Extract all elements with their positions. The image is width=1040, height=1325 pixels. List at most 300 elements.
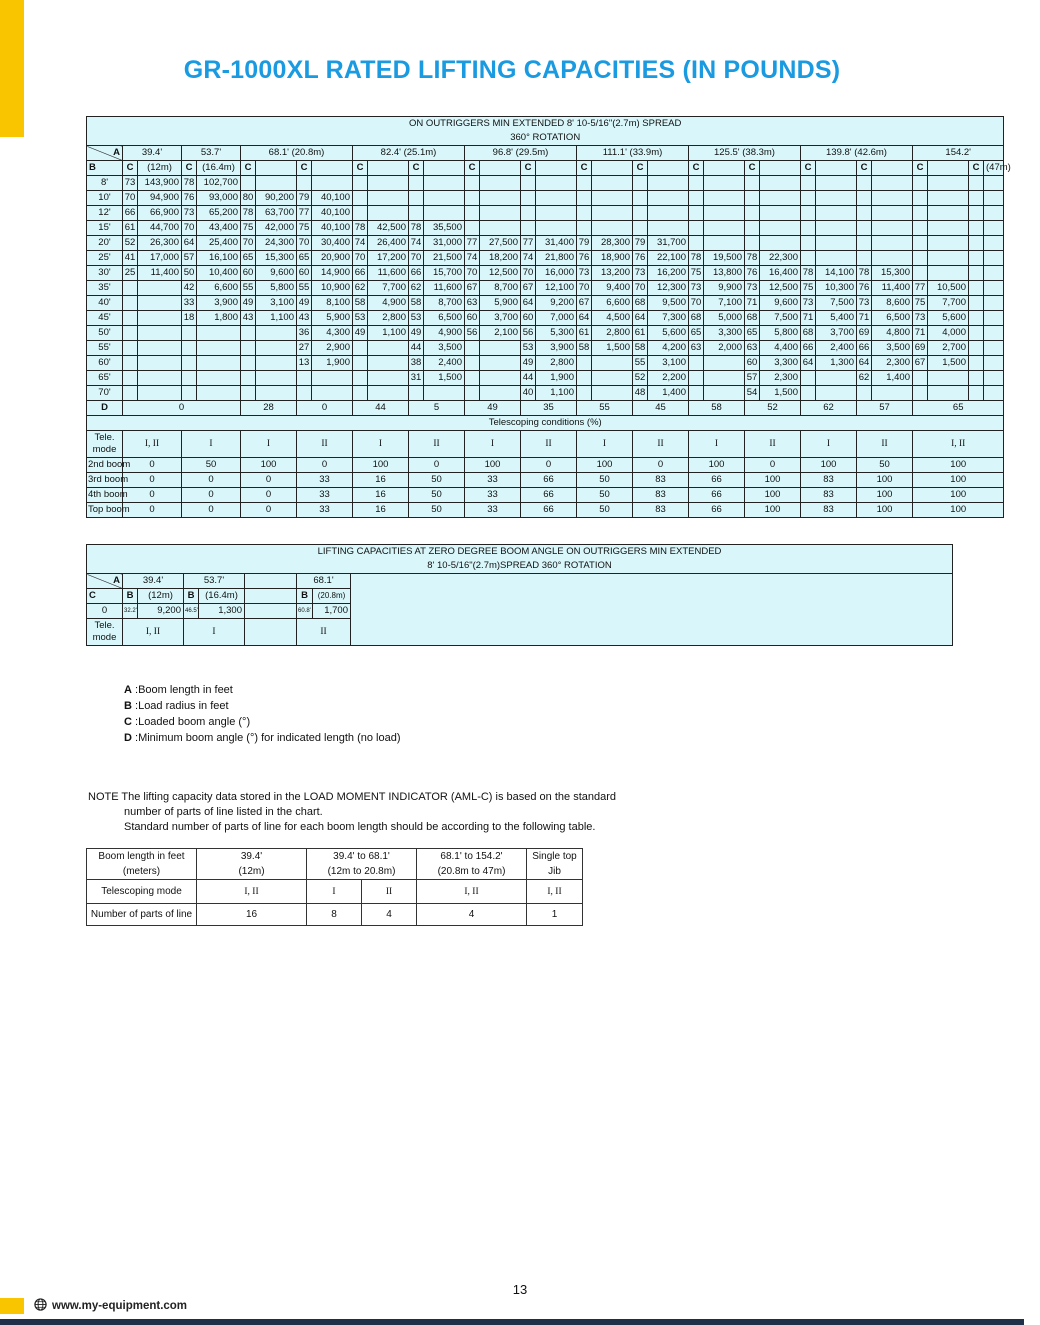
- boom-angle-cell: 25: [123, 266, 138, 281]
- boom-angle-cell: [913, 206, 928, 221]
- zero-radius-1: 32.2': [123, 604, 138, 619]
- capacity-cell: 3,900: [536, 341, 577, 356]
- boom-angle-cell: 55: [241, 281, 256, 296]
- boom-section-row: [87, 488, 1004, 503]
- boom-angle-cell: [241, 356, 256, 371]
- min-angle-cell: 49: [465, 401, 521, 416]
- boom-angle-cell: [913, 191, 928, 206]
- boom-angle-cell: [521, 206, 536, 221]
- boom-length-header: 68.1' (20.8m): [241, 146, 353, 161]
- table-header-line1: ON OUTRIGGERS MIN EXTENDED 8' 10-5/16"(2.7m) SPREAD: [87, 117, 1004, 132]
- radius-cell: 25': [87, 251, 123, 266]
- capacity-cell: [536, 206, 577, 221]
- capacity-cell: [704, 371, 745, 386]
- boom-angle-cell: [577, 206, 592, 221]
- capacity-cell: [424, 191, 465, 206]
- boom-angle-cell: [241, 326, 256, 341]
- boom-angle-cell: [241, 176, 256, 191]
- capacity-cell: [984, 356, 1004, 371]
- c-label: C: [241, 161, 256, 176]
- boom-angle-cell: 58: [633, 341, 648, 356]
- boom-angle-cell: [689, 356, 704, 371]
- capacity-row: [87, 191, 1004, 206]
- boom-angle-cell: [689, 206, 704, 221]
- capacity-cell: 16,100: [197, 251, 241, 266]
- capacity-cell: [984, 266, 1004, 281]
- capacity-cell: [648, 206, 689, 221]
- min-angle-cell: 0: [123, 401, 241, 416]
- zero-spacer: [245, 604, 297, 619]
- boom-angle-cell: 54: [745, 386, 760, 401]
- capacity-cell: [704, 191, 745, 206]
- boom-angle-cell: 76: [745, 266, 760, 281]
- page-title: GR-1000XL RATED LIFTING CAPACITIES (IN POUNDS): [183, 56, 841, 84]
- boom-angle-cell: 65: [689, 326, 704, 341]
- boom-angle-cell: [123, 311, 138, 326]
- capacity-cell: 27,500: [480, 236, 521, 251]
- radius-cell: 45': [87, 311, 123, 326]
- capacity-cell: [480, 206, 521, 221]
- boom-angle-cell: [409, 206, 424, 221]
- boom-angle-cell: 33: [182, 296, 197, 311]
- boom-angle-cell: 52: [633, 371, 648, 386]
- legend-item-c: C :Loaded boom angle (°): [124, 716, 251, 728]
- boom-angle-cell: 36: [297, 326, 312, 341]
- tele-mode-cell: I: [241, 431, 297, 458]
- c-label: C: [182, 161, 197, 176]
- capacity-row: [87, 251, 1004, 266]
- capacity-cell: 17,200: [368, 251, 409, 266]
- boom-percent-cell: 0: [182, 488, 241, 503]
- boom-angle-cell: [241, 371, 256, 386]
- boom-percent-cell: 16: [353, 488, 409, 503]
- boom-percent-cell: 50: [182, 458, 241, 473]
- footer-url-text: www.my-equipment.com: [52, 1300, 188, 1312]
- boom-angle-cell: [969, 371, 984, 386]
- boom-angle-cell: 66: [353, 266, 368, 281]
- capacity-cell: 10,400: [197, 266, 241, 281]
- boom-percent-cell: 83: [801, 473, 857, 488]
- capacity-cell: 19,500: [704, 251, 745, 266]
- boom-angle-cell: 60: [241, 266, 256, 281]
- capacity-cell: 1,100: [368, 326, 409, 341]
- boom-angle-cell: [857, 236, 872, 251]
- capacity-row: [87, 266, 1004, 281]
- boom-percent-cell: 83: [633, 488, 689, 503]
- capacity-cell: 21,800: [536, 251, 577, 266]
- capacity-cell: [816, 221, 857, 236]
- capacity-cell: 2,100: [480, 326, 521, 341]
- boom-angle-cell: [465, 356, 480, 371]
- boom-angle-cell: [182, 326, 197, 341]
- c-label: C: [465, 161, 480, 176]
- capacity-row: [87, 176, 1004, 191]
- capacity-cell: 15,300: [256, 251, 297, 266]
- capacity-cell: [928, 266, 969, 281]
- radius-cell: 60': [87, 356, 123, 371]
- boom-angle-cell: [353, 191, 368, 206]
- capacity-cell: 26,400: [368, 236, 409, 251]
- boom-angle-cell: 70: [465, 266, 480, 281]
- capacity-cell: [816, 251, 857, 266]
- boom-angle-cell: [465, 221, 480, 236]
- capacity-cell: [256, 386, 297, 401]
- capacity-cell: [480, 386, 521, 401]
- boom-angle-cell: 68: [689, 311, 704, 326]
- boom-angle-cell: 74: [409, 236, 424, 251]
- boom-angle-cell: 40: [521, 386, 536, 401]
- boom-angle-cell: 75: [689, 266, 704, 281]
- boom-percent-cell: 33: [465, 503, 521, 518]
- empty-cell: [648, 161, 689, 176]
- tele-mode-cell: I, II: [913, 431, 1004, 458]
- boom-angle-cell: [745, 191, 760, 206]
- boom-angle-cell: 73: [689, 281, 704, 296]
- boom-angle-cell: 77: [913, 281, 928, 296]
- empty-cell: [816, 161, 857, 176]
- boom-angle-cell: 65: [297, 251, 312, 266]
- boom-percent-cell: 50: [577, 503, 633, 518]
- boom-angle-cell: 74: [521, 251, 536, 266]
- boom-angle-cell: 57: [745, 371, 760, 386]
- boom-angle-cell: 69: [857, 326, 872, 341]
- capacity-cell: 7,100: [704, 296, 745, 311]
- boom-angle-cell: [969, 251, 984, 266]
- boom-percent-cell: 100: [241, 458, 297, 473]
- boom-angle-cell: 44: [409, 341, 424, 356]
- boom-angle-cell: [857, 176, 872, 191]
- boom-angle-cell: [969, 326, 984, 341]
- capacity-cell: [984, 251, 1004, 266]
- capacity-cell: [816, 191, 857, 206]
- capacity-cell: [480, 371, 521, 386]
- capacity-cell: [256, 341, 297, 356]
- d-label: D: [87, 401, 123, 416]
- boom-length-header: 125.5' (38.3m): [689, 146, 801, 161]
- boom-percent-cell: 100: [745, 473, 801, 488]
- zero-capacity-3: 1,700: [313, 604, 351, 619]
- zero-metric-1: (12m): [138, 589, 184, 604]
- capacity-cell: [197, 386, 241, 401]
- boom-angle-cell: 74: [353, 236, 368, 251]
- min-angle-cell: 62: [801, 401, 857, 416]
- capacity-cell: [592, 206, 633, 221]
- boom-angle-cell: [689, 176, 704, 191]
- capacity-cell: [984, 281, 1004, 296]
- capacity-cell: 7,500: [760, 311, 801, 326]
- boom-percent-cell: 33: [465, 473, 521, 488]
- zero-tele-label: Tele. mode: [87, 619, 123, 646]
- boom-angle-cell: [857, 386, 872, 401]
- note-line-3: Standard number of parts of line for each boom length should be according to the following table.: [124, 821, 596, 833]
- boom-angle-cell: [465, 206, 480, 221]
- capacity-cell: [984, 371, 1004, 386]
- boom-angle-cell: 70: [123, 191, 138, 206]
- boom-angle-cell: [745, 176, 760, 191]
- boom-percent-cell: 0: [182, 473, 241, 488]
- capacity-cell: 16,400: [760, 266, 801, 281]
- capacity-cell: [197, 371, 241, 386]
- boom-angle-cell: 58: [353, 296, 368, 311]
- capacity-cell: 94,900: [138, 191, 182, 206]
- boom-angle-cell: [577, 221, 592, 236]
- boom-angle-cell: [123, 386, 138, 401]
- parts-count-value: 16: [197, 904, 307, 926]
- capacity-cell: 18,200: [480, 251, 521, 266]
- boom-section-row: [87, 473, 1004, 488]
- capacity-cell: [872, 191, 913, 206]
- capacity-cell: [536, 191, 577, 206]
- boom-angle-cell: 77: [297, 206, 312, 221]
- boom-angle-cell: [465, 386, 480, 401]
- boom-angle-cell: [182, 341, 197, 356]
- boom-angle-cell: [857, 251, 872, 266]
- capacity-cell: 5,800: [256, 281, 297, 296]
- capacity-cell: 2,000: [704, 341, 745, 356]
- capacity-cell: [984, 176, 1004, 191]
- capacity-cell: [984, 311, 1004, 326]
- capacity-cell: 3,100: [256, 296, 297, 311]
- boom-angle-cell: [353, 176, 368, 191]
- capacity-cell: [480, 191, 521, 206]
- capacity-cell: [138, 281, 182, 296]
- capacity-row: [87, 311, 1004, 326]
- capacity-cell: 7,700: [928, 296, 969, 311]
- min-angle-cell: 5: [409, 401, 465, 416]
- boom-angle-cell: 74: [465, 251, 480, 266]
- capacity-cell: 3,700: [480, 311, 521, 326]
- capacity-row: [87, 341, 1004, 356]
- boom-angle-cell: [913, 221, 928, 236]
- boom-percent-cell: 0: [123, 458, 182, 473]
- boom-length-header: 39.4': [123, 146, 182, 161]
- capacity-cell: [424, 386, 465, 401]
- capacity-cell: [872, 236, 913, 251]
- capacity-cell: [256, 356, 297, 371]
- parts-tele-value: II: [362, 880, 417, 904]
- capacity-cell: 9,200: [536, 296, 577, 311]
- footer-link[interactable]: [34, 1298, 187, 1314]
- boom-percent-cell: 83: [633, 503, 689, 518]
- min-angle-cell: 58: [689, 401, 745, 416]
- boom-percent-cell: 66: [689, 473, 745, 488]
- metric-label: (16.4m): [197, 161, 241, 176]
- capacity-cell: 5,900: [480, 296, 521, 311]
- boom-angle-cell: [465, 341, 480, 356]
- capacity-cell: [368, 341, 409, 356]
- boom-length-header: 82.4' (25.1m): [353, 146, 465, 161]
- boom-angle-cell: [353, 371, 368, 386]
- capacity-cell: 1,800: [197, 311, 241, 326]
- min-angle-cell: 57: [857, 401, 913, 416]
- capacity-cell: 6,600: [197, 281, 241, 296]
- note: [88, 790, 616, 835]
- boom-angle-cell: [745, 236, 760, 251]
- capacity-cell: [536, 176, 577, 191]
- boom-percent-cell: 66: [521, 503, 577, 518]
- header-row: [87, 131, 1004, 146]
- boom-percent-cell: 16: [353, 503, 409, 518]
- boom-angle-cell: 78: [689, 251, 704, 266]
- boom-angle-cell: [857, 191, 872, 206]
- capacity-cell: [648, 191, 689, 206]
- capacity-cell: [368, 386, 409, 401]
- capacity-cell: 4,800: [872, 326, 913, 341]
- capacity-cell: [704, 356, 745, 371]
- capacity-cell: [872, 176, 913, 191]
- zero-capacity-1: 9,200: [138, 604, 184, 619]
- boom-angle-cell: 70: [521, 266, 536, 281]
- capacity-cell: 10,900: [312, 281, 353, 296]
- boom-angle-cell: 78: [182, 176, 197, 191]
- radius-cell: 65': [87, 371, 123, 386]
- boom-angle-cell: [465, 371, 480, 386]
- boom-angle-cell: [521, 191, 536, 206]
- col-a-label: A: [87, 146, 123, 161]
- boom-angle-cell: [123, 326, 138, 341]
- capacity-cell: [138, 386, 182, 401]
- min-angle-row: [87, 401, 1004, 416]
- capacity-cell: [368, 356, 409, 371]
- zero-blank-area: [351, 574, 953, 646]
- capacity-row: [87, 326, 1004, 341]
- capacity-cell: [256, 326, 297, 341]
- boom-angle-cell: 78: [801, 266, 816, 281]
- boom-angle-cell: [969, 356, 984, 371]
- zero-metric-2: (16.4m): [199, 589, 245, 604]
- capacity-cell: 7,500: [816, 296, 857, 311]
- boom-angle-cell: 73: [633, 266, 648, 281]
- metric-label: (47m): [984, 161, 1004, 176]
- boom-angle-cell: [241, 341, 256, 356]
- capacity-cell: 35,500: [424, 221, 465, 236]
- boom-angle-cell: [577, 191, 592, 206]
- boom-angle-cell: 44: [521, 371, 536, 386]
- capacity-cell: [368, 191, 409, 206]
- boom-angle-cell: 78: [857, 266, 872, 281]
- boom-percent-cell: 100: [353, 458, 409, 473]
- boom-angle-cell: [123, 371, 138, 386]
- zero-capacity-2: 1,300: [199, 604, 245, 619]
- boom-angle-cell: 18: [182, 311, 197, 326]
- boom-angle-cell: 68: [745, 311, 760, 326]
- capacity-cell: 8,600: [872, 296, 913, 311]
- capacity-cell: 21,500: [424, 251, 465, 266]
- boom-angle-cell: 67: [465, 281, 480, 296]
- boom-angle-cell: 77: [521, 236, 536, 251]
- capacity-row: [87, 221, 1004, 236]
- capacity-cell: 2,200: [648, 371, 689, 386]
- boom-percent-cell: 0: [182, 503, 241, 518]
- boom-length-header: 53.7': [182, 146, 241, 161]
- capacity-cell: [984, 326, 1004, 341]
- capacity-cell: 12,100: [536, 281, 577, 296]
- c-label: C: [913, 161, 928, 176]
- zero-a-label: A: [87, 574, 123, 589]
- tele-mode-cell: I: [577, 431, 633, 458]
- c-label: C: [353, 161, 368, 176]
- capacity-cell: [197, 356, 241, 371]
- boom-angle-cell: 49: [409, 326, 424, 341]
- boom-percent-cell: 33: [297, 503, 353, 518]
- boom-angle-cell: 61: [577, 326, 592, 341]
- zero-header-line2: [87, 559, 953, 574]
- boom-angle-cell: 77: [465, 236, 480, 251]
- capacity-cell: 2,900: [312, 341, 353, 356]
- boom-angle-cell: 65: [241, 251, 256, 266]
- capacity-cell: 3,300: [760, 356, 801, 371]
- capacity-cell: 31,000: [424, 236, 465, 251]
- radius-cell: 35': [87, 281, 123, 296]
- boom-angle-cell: 42: [182, 281, 197, 296]
- capacity-cell: 12,500: [760, 281, 801, 296]
- zero-radius-3: 60.8': [297, 604, 313, 619]
- boom-angle-cell: 79: [633, 236, 648, 251]
- boom-angle-cell: 67: [577, 296, 592, 311]
- boom-angle-cell: [123, 341, 138, 356]
- legend-item-d: D :Minimum boom angle (°) for indicated length (no load): [124, 732, 401, 744]
- parts-count-value: 4: [362, 904, 417, 926]
- bottom-rule: [0, 1319, 1024, 1325]
- capacity-cell: 22,300: [760, 251, 801, 266]
- capacity-cell: [312, 176, 353, 191]
- zero-header-line2-text: 8' 10-5/16"(2.7m)SPREAD 360° ROTATION: [427, 560, 612, 571]
- capacity-cell: 1,300: [816, 356, 857, 371]
- capacity-cell: 20,900: [312, 251, 353, 266]
- boom-percent-cell: 0: [409, 458, 465, 473]
- capacity-cell: [368, 371, 409, 386]
- capacity-row: [87, 296, 1004, 311]
- parts-count-label: Number of parts of line: [87, 904, 197, 926]
- boom-angle-cell: [969, 311, 984, 326]
- capacity-cell: 9,500: [648, 296, 689, 311]
- boom-angle-cell: 60: [745, 356, 760, 371]
- capacity-cell: 4,900: [424, 326, 465, 341]
- empty-cell: [760, 161, 801, 176]
- boom-percent-cell: 50: [409, 503, 465, 518]
- boom-angle-cell: 60: [297, 266, 312, 281]
- tele-mode-cell: I, II: [123, 431, 182, 458]
- capacity-cell: 1,900: [312, 356, 353, 371]
- capacity-cell: 2,400: [816, 341, 857, 356]
- boom-angle-cell: [182, 356, 197, 371]
- boom-angle-cell: [633, 191, 648, 206]
- capacity-cell: 28,300: [592, 236, 633, 251]
- boom-angle-cell: 64: [577, 311, 592, 326]
- capacity-cell: [480, 221, 521, 236]
- boom-angle-cell: [801, 371, 816, 386]
- capacity-cell: [592, 176, 633, 191]
- capacity-cell: [256, 371, 297, 386]
- capacity-cell: 12,300: [648, 281, 689, 296]
- radius-cell: 30': [87, 266, 123, 281]
- boom-angle-cell: [969, 341, 984, 356]
- note-line-2: number of parts of line listed in the chart.: [124, 806, 323, 818]
- telescoping-title-row: [87, 416, 1004, 431]
- tele-mode-cell: I: [689, 431, 745, 458]
- empty-cell: [872, 161, 913, 176]
- capacity-cell: [704, 386, 745, 401]
- legend: [124, 682, 401, 746]
- radius-cell: 20': [87, 236, 123, 251]
- boom-angle-cell: [123, 356, 138, 371]
- capacity-cell: 66,900: [138, 206, 182, 221]
- capacity-cell: 8,700: [424, 296, 465, 311]
- boom-angle-cell: 78: [241, 206, 256, 221]
- empty-cell: [256, 161, 297, 176]
- boom-length-header: 139.8' (42.6m): [801, 146, 913, 161]
- capacity-cell: 8,100: [312, 296, 353, 311]
